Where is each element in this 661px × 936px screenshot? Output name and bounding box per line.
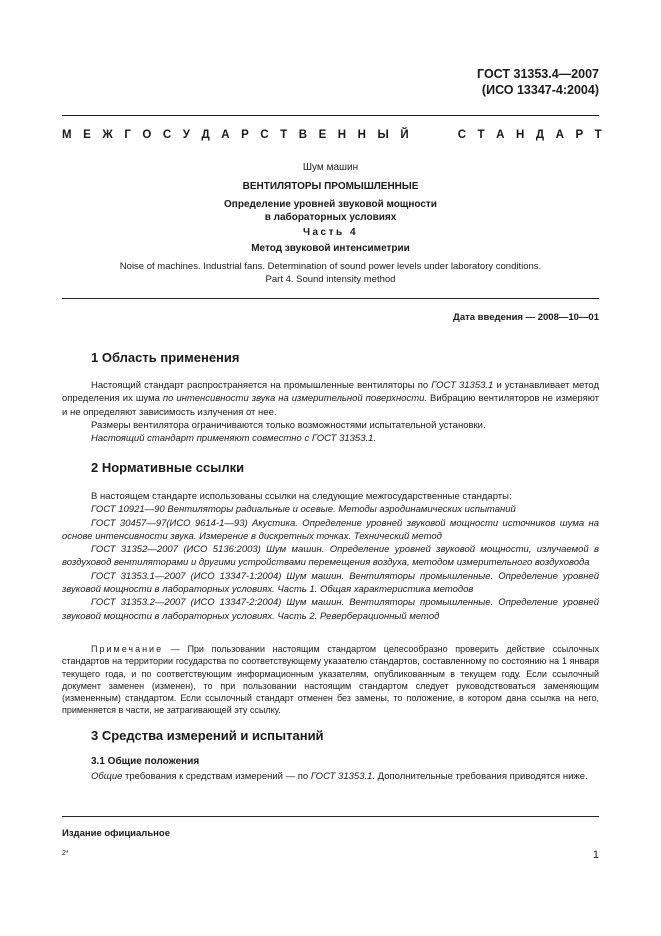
title-english-2: Part 4. Sound intensity method [265,274,396,285]
title-block [62,162,599,286]
subsection-3-1-heading: 3.1 Общие положения [91,756,200,767]
reference-item: ГОСТ 10921—90 Вентиляторы радиальные и осевые. Методы аэродинамических испытаний [91,504,516,516]
title-part: Часть 4 [302,227,359,238]
note-text: — При пользовании настоящим стандартом целесообразно проверить действие ссылочных стандартов на территории государства по соответствующему указателю стандартов, составленному по состоянию на 1 января текущего года, и по соответствующим информационным указателям, опубликованным в текущем году. Если ссылочный документ заменен (изменен), то при пользовании настоящим стандартом следует руководствоваться заменяющим (измененным) стандартом. Если ссылочный стандарт отменен без замены, то положение, в котором дана ссылка на него, применяется в части, не затрагивающей эту ссылку. [62,644,599,716]
section-2-body [62,490,599,623]
title-rule [62,298,599,299]
section-1-heading: 1 Область применения [91,350,240,365]
interstate-standard-banner: М Е Ж Г О С У Д А Р С Т В Е Н Н Ы Й С Т А Н Д А Р Т [62,129,602,141]
section-3-paragraph-1: Общие требования к средствам измерений — по ГОСТ 31353.1. Дополнительные требования приводятся ниже. [91,771,588,782]
note-label: Примечание [91,644,164,654]
title-english-1: Noise of machines. Industrial fans. Determination of sound power levels under laboratory conditions. [119,261,542,272]
section-3-heading: 3 Средства измерений и испытаний [91,728,324,743]
section-2-note [62,643,599,717]
section-1-paragraph-3: Настоящий стандарт применяют совместно с ГОСТ 31353.1. [91,433,377,445]
title-line-fans: ВЕНТИЛЯТОРЫ ПРОМЫШЛЕННЫЕ [242,180,419,192]
section-2-intro: В настоящем стандарте использованы ссылки на следующие межгосударственные стандарты: [91,491,512,502]
section-1-body [62,379,599,445]
footer-rule [62,816,599,817]
effective-date: Дата введения — 2008—10—01 [453,312,599,323]
reference-item: ГОСТ 31353.2—2007 (ИСО 13347-2:2004) Шум машин. Вентиляторы промышленные. Определение уровней звуковой мощности в лабораторных условиях. Часть 2. Реверберационный метод [62,597,599,622]
page-number: 1 [592,849,599,861]
section-1-paragraph-2: Размеры вентилятора ограничиваются только возможностями испытательной установки. [91,419,486,431]
iso-code: (ИСО 13347-4:2004) [481,83,599,97]
title-method: Метод звуковой интенсиметрии [251,242,410,254]
title-line-noise: Шум машин [302,162,359,173]
title-line-power: Определение уровней звуковой мощности [224,199,437,210]
official-edition-label: Издание официальное [62,828,170,839]
reference-item: ГОСТ 31353.1—2007 (ИСО 13347-1:2004) Шум машин. Вентиляторы промышленные. Определение уровней звуковой мощности в лабораторных условиях. Часть 1. Общая характеристика методов [62,570,599,596]
section-1-paragraph-1: Настоящий стандарт распространяется на промышленные вентиляторы по ГОСТ 31353.1 и устанавливает метод определения их шума по интенсивности звука на измерительной поверхности. Вибрацию вентиляторов не измеряют и не определяют зависимость излучения от нее. [62,380,599,418]
document-code-block [477,66,599,98]
section-2-heading: 2 Нормативные ссылки [91,460,245,475]
reference-item: ГОСТ 30457—97(ИСО 9614-1—93) Акустика. Определение уровней звуковой мощности источников шума на основе интенсивности звука. Измерение в дискретных точках. Технический метод [62,517,599,542]
section-3-body [62,770,599,783]
reference-item: ГОСТ 31352—2007 (ИСО 5136:2003) Шум машин. Определение уровней звуковой мощности, излучаемой в воздуховод вентиляторами и другими устройствами перемещения воздуха, методом измерительного воздуховода [62,544,599,569]
title-line-lab: в лабораторных условиях [264,211,397,223]
standard-code: ГОСТ 31353.4—2007 [477,67,599,81]
sheet-mark: 2* [62,850,69,857]
header-rule [62,115,599,116]
